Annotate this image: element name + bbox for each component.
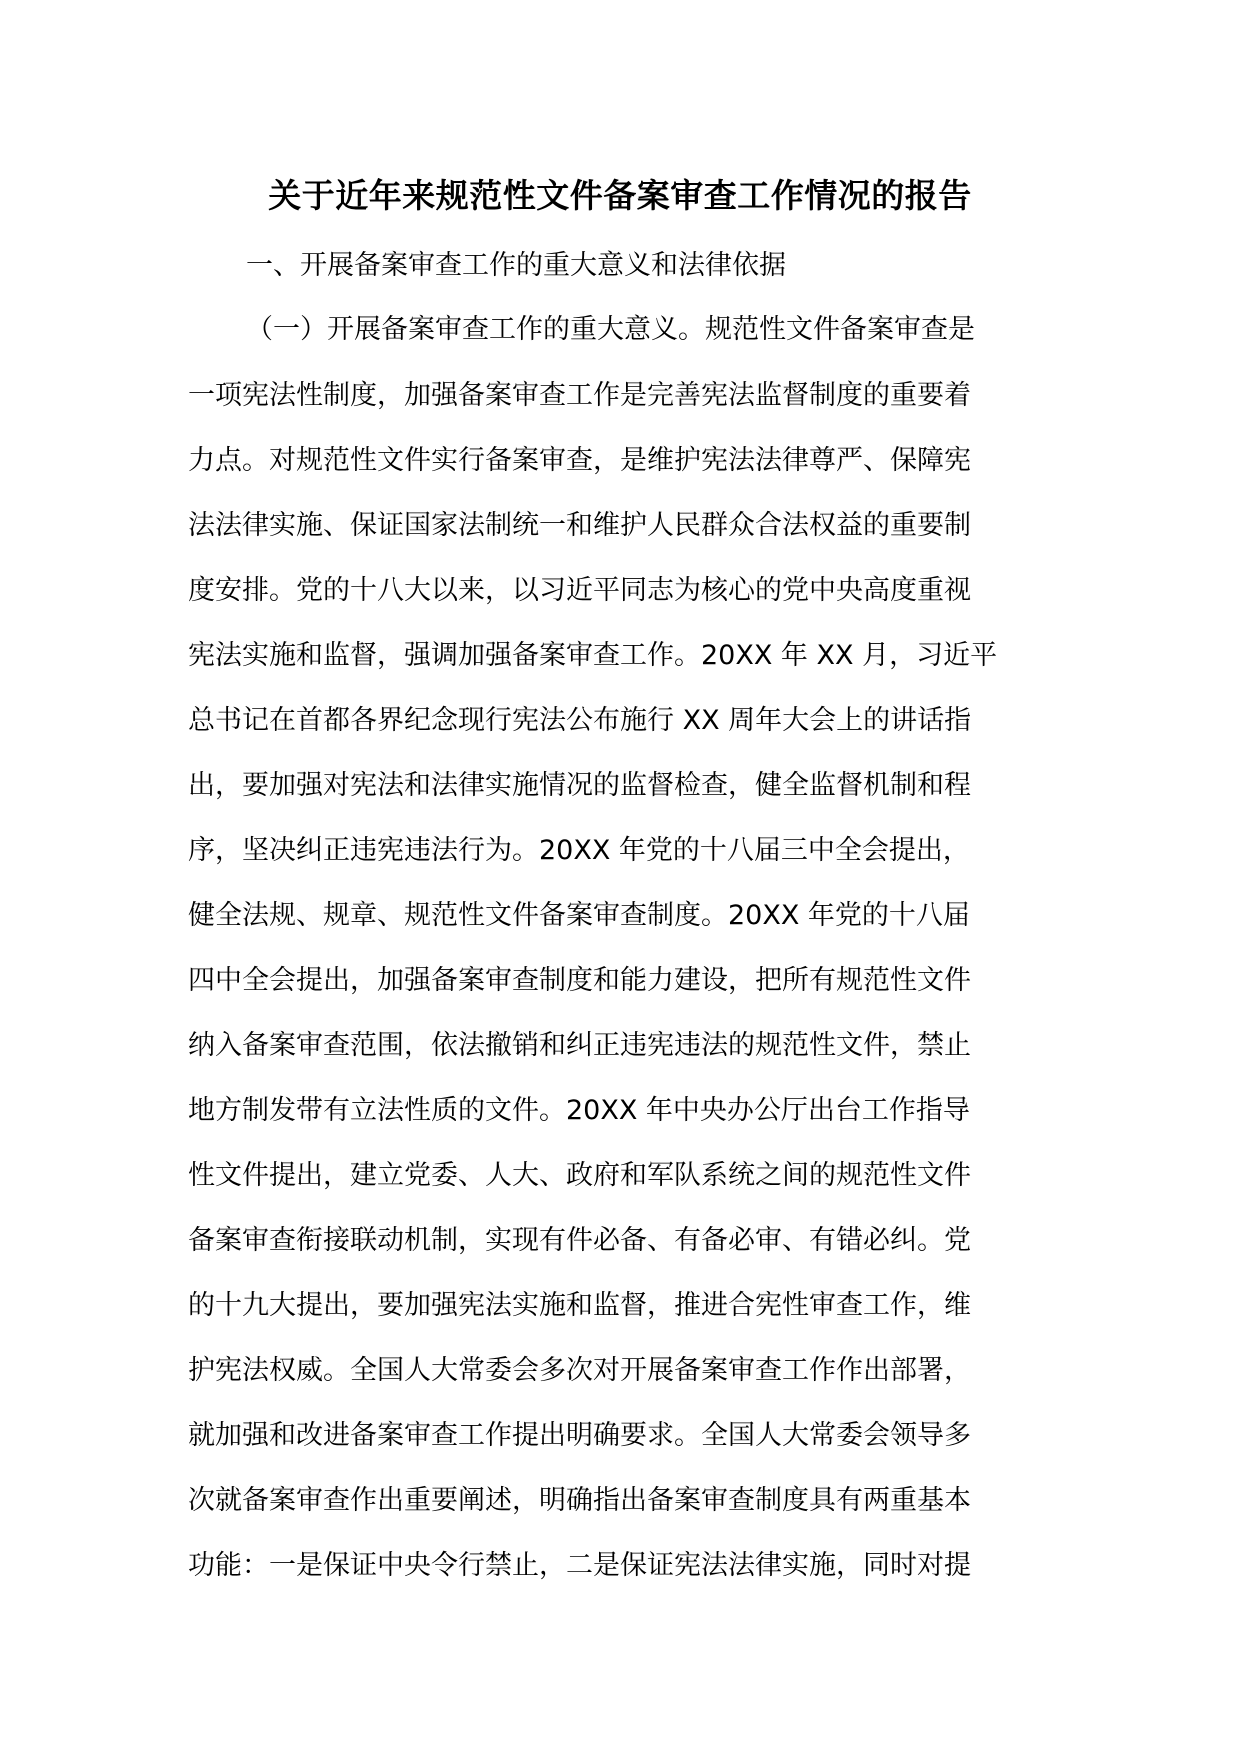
paragraph-line: 的十九大提出，要加强宪法实施和监督，推进合宪性审查工作，维 <box>188 1290 971 1321</box>
paragraph-line: （一）开展备案审查工作的重大意义。规范性文件备案审查是 <box>246 314 975 345</box>
paragraph-line: 宪法实施和监督，强调加强备案审查工作。20XX 年 XX 月，习近平 <box>188 640 998 671</box>
paragraph-line: 备案审查衔接联动机制，实现有件必备、有备必审、有错必纠。党 <box>188 1225 971 1256</box>
paragraph-line: 就加强和改进备案审查工作提出明确要求。全国人大常委会领导多 <box>188 1420 971 1451</box>
paragraph-line: 次就备案审查作出重要阐述，明确指出备案审查制度具有两重基本 <box>188 1485 971 1516</box>
paragraph-line: 一项宪法性制度，加强备案审查工作是完善宪法监督制度的重要着 <box>188 380 971 411</box>
paragraph-line: 出，要加强对宪法和法律实施情况的监督检查，健全监督机制和程 <box>188 770 971 801</box>
paragraph-line: 力点。对规范性文件实行备案审查，是维护宪法法律尊严、保障宪 <box>188 445 971 476</box>
section-heading: 一、开展备案审查工作的重大意义和法律依据 <box>246 250 786 281</box>
paragraph-line: 健全法规、规章、规范性文件备案审查制度。20XX 年党的十八届 <box>188 900 970 931</box>
paragraph-line: 总书记在首都各界纪念现行宪法公布施行 XX 周年大会上的讲话指 <box>188 705 972 736</box>
paragraph-line: 护宪法权威。全国人大常委会多次对开展备案审查工作作出部署， <box>188 1355 971 1386</box>
paragraph-line: 地方制发带有立法性质的文件。20XX 年中央办公厅出台工作指导 <box>188 1095 970 1126</box>
paragraph-line: 度安排。党的十八大以来，以习近平同志为核心的党中央高度重视 <box>188 575 971 606</box>
paragraph-line: 法法律实施、保证国家法制统一和维护人民群众合法权益的重要制 <box>188 510 971 541</box>
document-title: 关于近年来规范性文件备案审查工作情况的报告 <box>268 176 972 215</box>
paragraph-line: 功能：一是保证中央令行禁止，二是保证宪法法律实施，同时对提 <box>188 1550 971 1581</box>
paragraph-line: 纳入备案审查范围，依法撤销和纠正违宪违法的规范性文件，禁止 <box>188 1030 971 1061</box>
paragraph-line: 性文件提出，建立党委、人大、政府和军队系统之间的规范性文件 <box>188 1160 971 1191</box>
paragraph-line: 序，坚决纠正违宪违法行为。20XX 年党的十八届三中全会提出， <box>188 835 970 866</box>
paragraph-line: 四中全会提出，加强备案审查制度和能力建设，把所有规范性文件 <box>188 965 971 996</box>
